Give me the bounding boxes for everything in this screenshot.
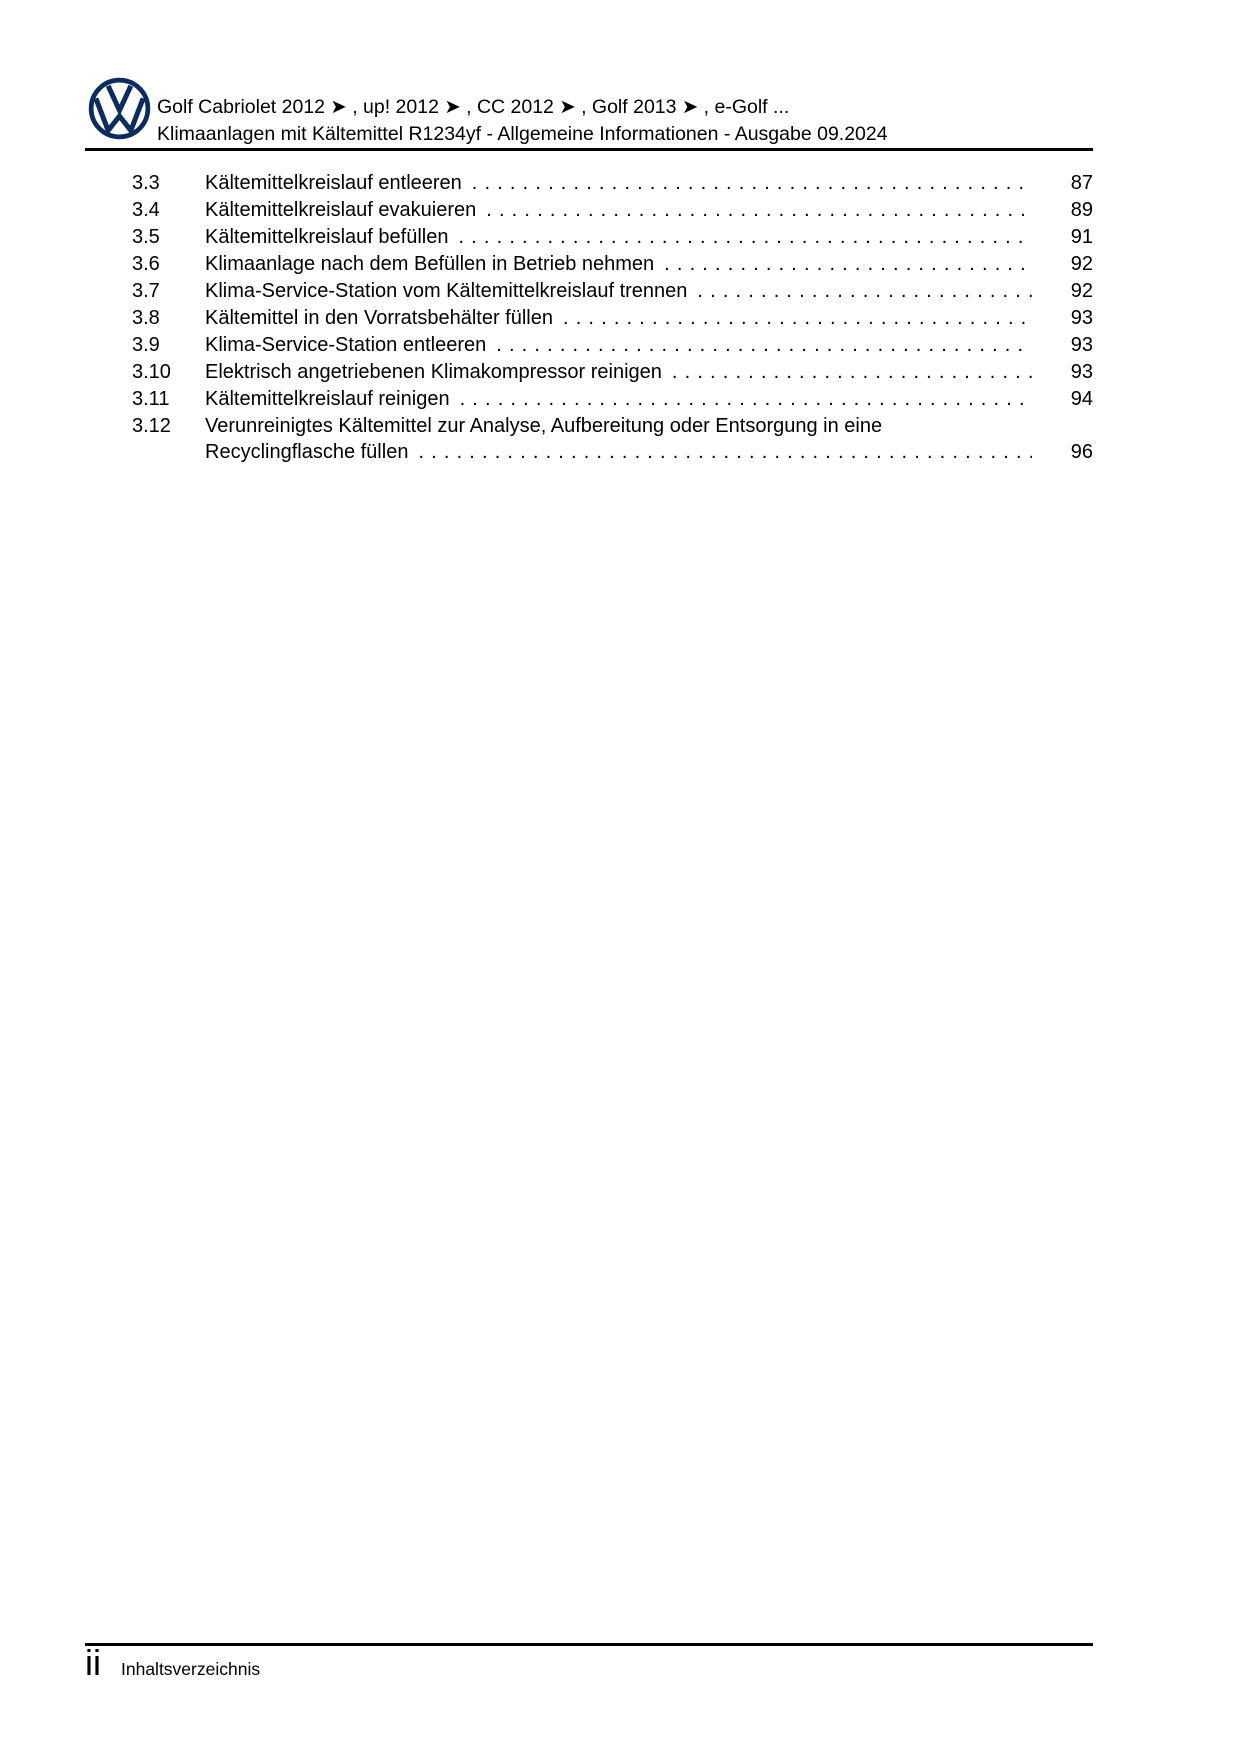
- toc-entry: [85, 197, 1093, 224]
- toc-entry-page: 93: [1070, 361, 1093, 383]
- header: [157, 94, 888, 148]
- toc-entry-number: 3.3: [132, 172, 160, 194]
- toc-entry-title: Klima-Service-Station entleeren: [205, 334, 487, 356]
- toc-entry-page: 93: [1070, 307, 1093, 329]
- toc-entry-page: 94: [1070, 388, 1093, 410]
- toc-entry: [85, 170, 1093, 197]
- toc-entry: [85, 332, 1093, 359]
- toc-entry: [85, 359, 1093, 386]
- footer: [85, 1644, 260, 1682]
- toc-entry-number: 3.11: [132, 388, 170, 410]
- toc-entry: [85, 305, 1093, 332]
- toc-entry-title: Kältemittel in den Vorratsbehälter füllen: [205, 307, 553, 329]
- header-models-line: Golf Cabriolet 2012 ➤ , up! 2012 ➤ , CC 2012 ➤ , Golf 2013 ➤ , e-Golf ...: [157, 96, 790, 118]
- toc-entry-number: 3.6: [132, 253, 160, 275]
- dot-leader: [664, 251, 1032, 278]
- toc-entry-title: Klima-Service-Station vom Kältemittelkreislauf trennen: [205, 280, 688, 302]
- toc-entry-number: 3.7: [132, 280, 160, 302]
- toc-entry: [85, 386, 1093, 413]
- toc-entry-page: 89: [1070, 199, 1093, 221]
- toc-entry-number: 3.5: [132, 226, 160, 248]
- toc-entry: [85, 278, 1093, 305]
- toc-entry: [85, 224, 1093, 251]
- header-subtitle-line: Klimaanlagen mit Kältemittel R1234yf - Allgemeine Informationen - Ausgabe 09.2024: [157, 123, 888, 145]
- toc-entry-page: 91: [1070, 226, 1093, 248]
- toc-entry-page: 87: [1070, 172, 1093, 194]
- toc-entry-page: 93: [1070, 334, 1093, 356]
- header-divider: [85, 148, 1093, 151]
- toc-entry-title: Kältemittelkreislauf reinigen: [205, 388, 450, 410]
- vw-logo-icon: [88, 77, 151, 140]
- dot-leader: [697, 278, 1032, 305]
- toc-entry: [85, 413, 1093, 465]
- dot-leader: [472, 170, 1032, 197]
- vw-logo-v: [108, 86, 131, 111]
- dot-leader: [458, 224, 1032, 251]
- footer-section-label: Inhaltsverzeichnis: [121, 1659, 261, 1679]
- table-of-contents: [85, 170, 1093, 465]
- toc-entry-number: 3.4: [132, 199, 160, 221]
- toc-entry-title-continued: Recyclingflasche füllen: [205, 441, 409, 463]
- toc-entry-number: 3.10: [132, 361, 171, 383]
- dot-leader: [496, 332, 1032, 359]
- toc-entry-number: 3.9: [132, 334, 160, 356]
- footer-page-number: ii: [85, 1642, 101, 1683]
- dot-leader: [672, 359, 1032, 386]
- toc-entry-page: 96: [1070, 441, 1093, 463]
- toc-entry-title: Verunreinigtes Kältemittel zur Analyse, Aufbereitung oder Entsorgung in eine: [205, 415, 883, 437]
- dot-leader: [563, 305, 1032, 332]
- toc-entry-title: Elektrisch angetriebenen Klimakompressor reinigen: [205, 361, 662, 383]
- dot-leader: [460, 386, 1032, 413]
- toc-entry-page: 92: [1070, 280, 1093, 302]
- toc-entry-title: Kältemittelkreislauf evakuieren: [205, 199, 477, 221]
- toc-entry-title: Kältemittelkreislauf entleeren: [205, 172, 462, 194]
- vw-logo-w: [96, 98, 143, 130]
- dot-leader: [486, 197, 1032, 224]
- toc-entry-title: Klimaanlage nach dem Befüllen in Betrieb nehmen: [205, 253, 655, 275]
- toc-entry: [85, 251, 1093, 278]
- toc-entry-number: 3.8: [132, 307, 160, 329]
- toc-entry-number: 3.12: [132, 415, 171, 437]
- toc-entry-title: Kältemittelkreislauf befüllen: [205, 226, 449, 248]
- toc-entry-page: 92: [1070, 253, 1093, 275]
- dot-leader: [418, 439, 1032, 465]
